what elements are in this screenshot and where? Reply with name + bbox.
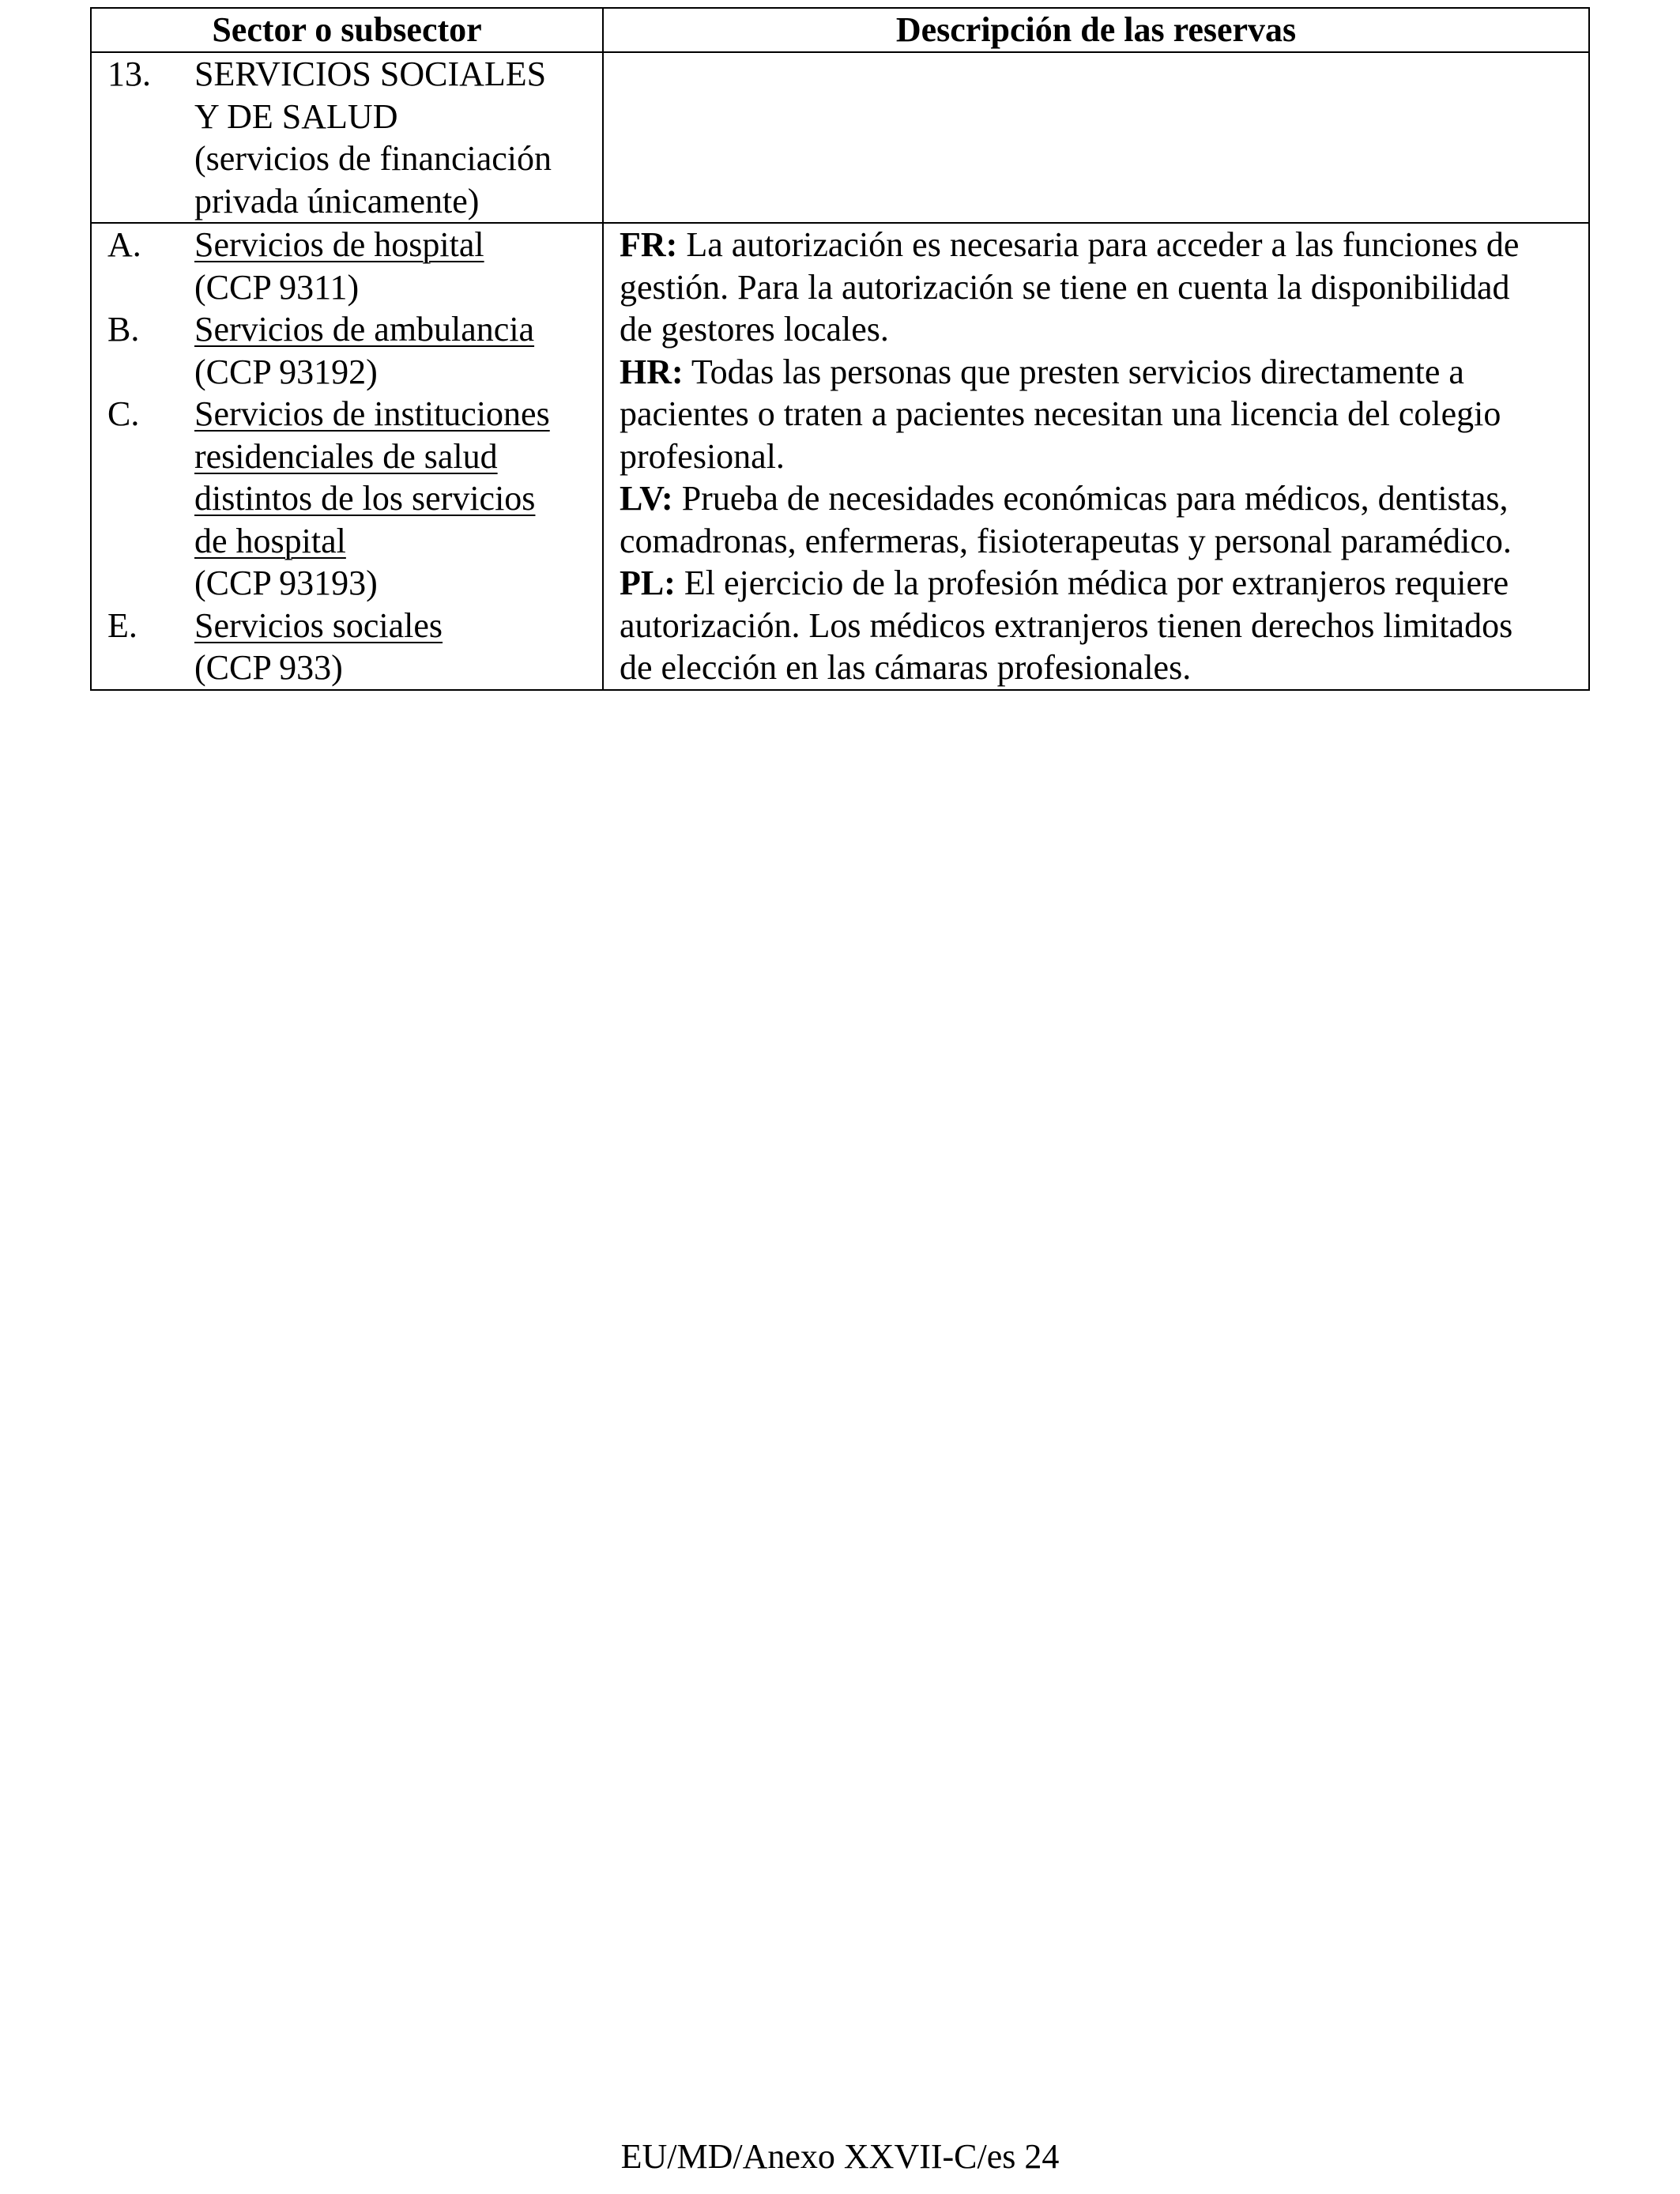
subsector-letter: C. — [107, 394, 140, 433]
subsector-code: (CCP 93193) — [194, 564, 378, 602]
reservation-text: Prueba de necesidades económicas para médicos, dentistas, — [672, 479, 1509, 518]
reservation-hr — [620, 351, 1580, 478]
reservation-text: profesional. — [620, 436, 785, 476]
subsector-name: distintos de los servicios — [194, 479, 536, 518]
reservation-text: La autorización es necesaria para acceder a las funciones de — [677, 225, 1520, 264]
header-descripcion: Descripción de las reservas — [603, 8, 1589, 52]
subsector-name: residenciales de salud — [194, 436, 498, 476]
table-header-row — [91, 8, 1589, 52]
subsector-row — [91, 223, 1589, 690]
section-heading — [107, 53, 594, 222]
reservation-text: de elección en las cámaras profesionales. — [620, 648, 1192, 687]
subsector-name: Servicios de instituciones — [194, 394, 550, 433]
subsector-entry — [107, 393, 594, 605]
country-code: PL: — [620, 564, 676, 602]
section-row — [91, 52, 1589, 223]
subsector-letter: B. — [107, 310, 140, 349]
subsector-code: (CCP 9311) — [194, 267, 360, 307]
section-title-line: SERVICIOS SOCIALES — [194, 55, 547, 93]
reservation-lv — [620, 477, 1580, 562]
reservation-text: pacientes o traten a pacientes necesitan una licencia del colegio — [620, 394, 1501, 433]
subsector-entry — [107, 224, 594, 308]
subsector-name: Servicios de ambulancia — [194, 310, 535, 349]
subsector-letter: A. — [107, 225, 141, 264]
reservation-text: de gestores locales. — [620, 310, 889, 349]
subsector-entry — [107, 605, 594, 689]
reservation-fr — [620, 224, 1580, 351]
header-sector: Sector o subsector — [91, 8, 603, 52]
reservation-text: Todas las personas que presten servicios directamente a — [683, 352, 1464, 391]
subsector-list-cell — [91, 223, 603, 690]
country-code: HR: — [620, 352, 684, 391]
section-number: 13. — [107, 55, 151, 93]
subsector-letter: E. — [107, 605, 137, 645]
subsector-code: (CCP 93192) — [194, 352, 378, 391]
page-footer-reference: EU/MD/Anexo XXVII-C/es 24 — [620, 2137, 1060, 2176]
section-empty-cell — [603, 52, 1589, 223]
reservations-cell — [603, 223, 1589, 690]
reservation-text: gestión. Para la autorización se tiene en cuenta la disponibilidad — [620, 267, 1510, 307]
reservation-text: autorización. Los médicos extranjeros tienen derechos limitados — [620, 605, 1513, 645]
reservations-table — [90, 7, 1590, 691]
reservation-text: comadronas, enfermeras, fisioterapeutas y personal paramédico. — [620, 521, 1512, 560]
reservation-pl — [620, 562, 1580, 689]
section-title-line: Y DE SALUD — [194, 96, 398, 136]
subsector-name: Servicios de hospital — [194, 225, 484, 264]
section-cell — [91, 52, 603, 223]
subsector-name: de hospital — [194, 521, 346, 560]
subsector-code: (CCP 933) — [194, 648, 343, 687]
country-code: LV: — [620, 479, 673, 518]
section-subtitle-line: privada únicamente) — [194, 181, 480, 221]
subsector-entry — [107, 308, 594, 393]
reservation-text: El ejercicio de la profesión médica por extranjeros requiere — [675, 564, 1509, 602]
section-subtitle-line: (servicios de financiación — [194, 139, 552, 178]
subsector-name: Servicios sociales — [194, 605, 443, 645]
country-code: FR: — [620, 225, 678, 264]
